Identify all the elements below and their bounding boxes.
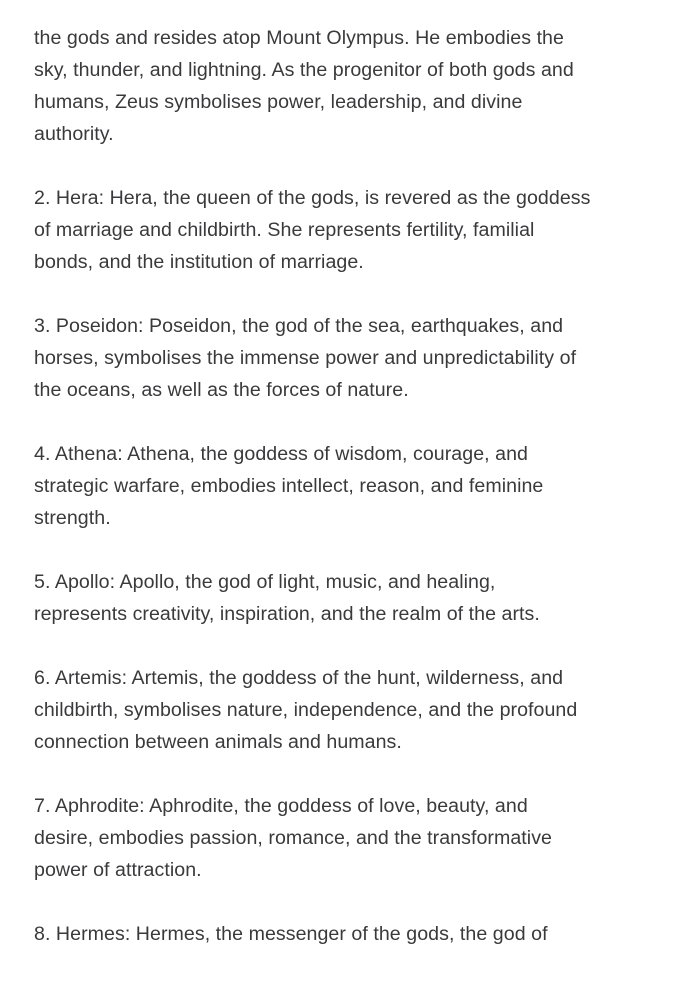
paragraph-hermes [34,918,674,950]
text-line: represents creativity, inspiration, and the realm of the arts. [34,603,540,625]
paragraph-aphrodite [34,790,674,886]
text-line: strategic warfare, embodies intellect, reason, and feminine [34,475,544,497]
text-line: 8. Hermes: Hermes, the messenger of the gods, the god of [34,923,548,945]
paragraph-artemis [34,662,674,758]
text-line: the oceans, as well as the forces of nature. [34,379,409,401]
paragraph-athena [34,438,674,534]
text-line: sky, thunder, and lightning. As the progenitor of both gods and [34,59,574,81]
text-line: bonds, and the institution of marriage. [34,251,364,273]
text-line: humans, Zeus symbolises power, leadership, and divine [34,91,523,113]
text-line: 4. Athena: Athena, the goddess of wisdom, courage, and [34,443,528,465]
paragraph-hera [34,182,674,278]
text-line: connection between animals and humans. [34,731,402,753]
paragraph-apollo [34,566,674,630]
text-line: strength. [34,507,111,529]
text-line: 2. Hera: Hera, the queen of the gods, is revered as the goddess [34,187,591,209]
text-line: 6. Artemis: Artemis, the goddess of the hunt, wilderness, and [34,667,564,689]
paragraph-poseidon [34,310,674,406]
text-line: the gods and resides atop Mount Olympus. He embodies the [34,27,564,49]
text-line: power of attraction. [34,859,202,881]
paragraph-zeus [34,22,674,150]
text-line: authority. [34,123,114,145]
article-body [34,22,674,950]
text-line: horses, symbolises the immense power and unpredictability of [34,347,577,369]
text-line: desire, embodies passion, romance, and the transformative [34,827,552,849]
text-line: childbirth, symbolises nature, independence, and the profound [34,699,578,721]
text-line: of marriage and childbirth. She represents fertility, familial [34,219,535,241]
text-line: 3. Poseidon: Poseidon, the god of the sea, earthquakes, and [34,315,564,337]
text-line: 7. Aphrodite: Aphrodite, the goddess of love, beauty, and [34,795,528,817]
text-line: 5. Apollo: Apollo, the god of light, music, and healing, [34,571,496,593]
